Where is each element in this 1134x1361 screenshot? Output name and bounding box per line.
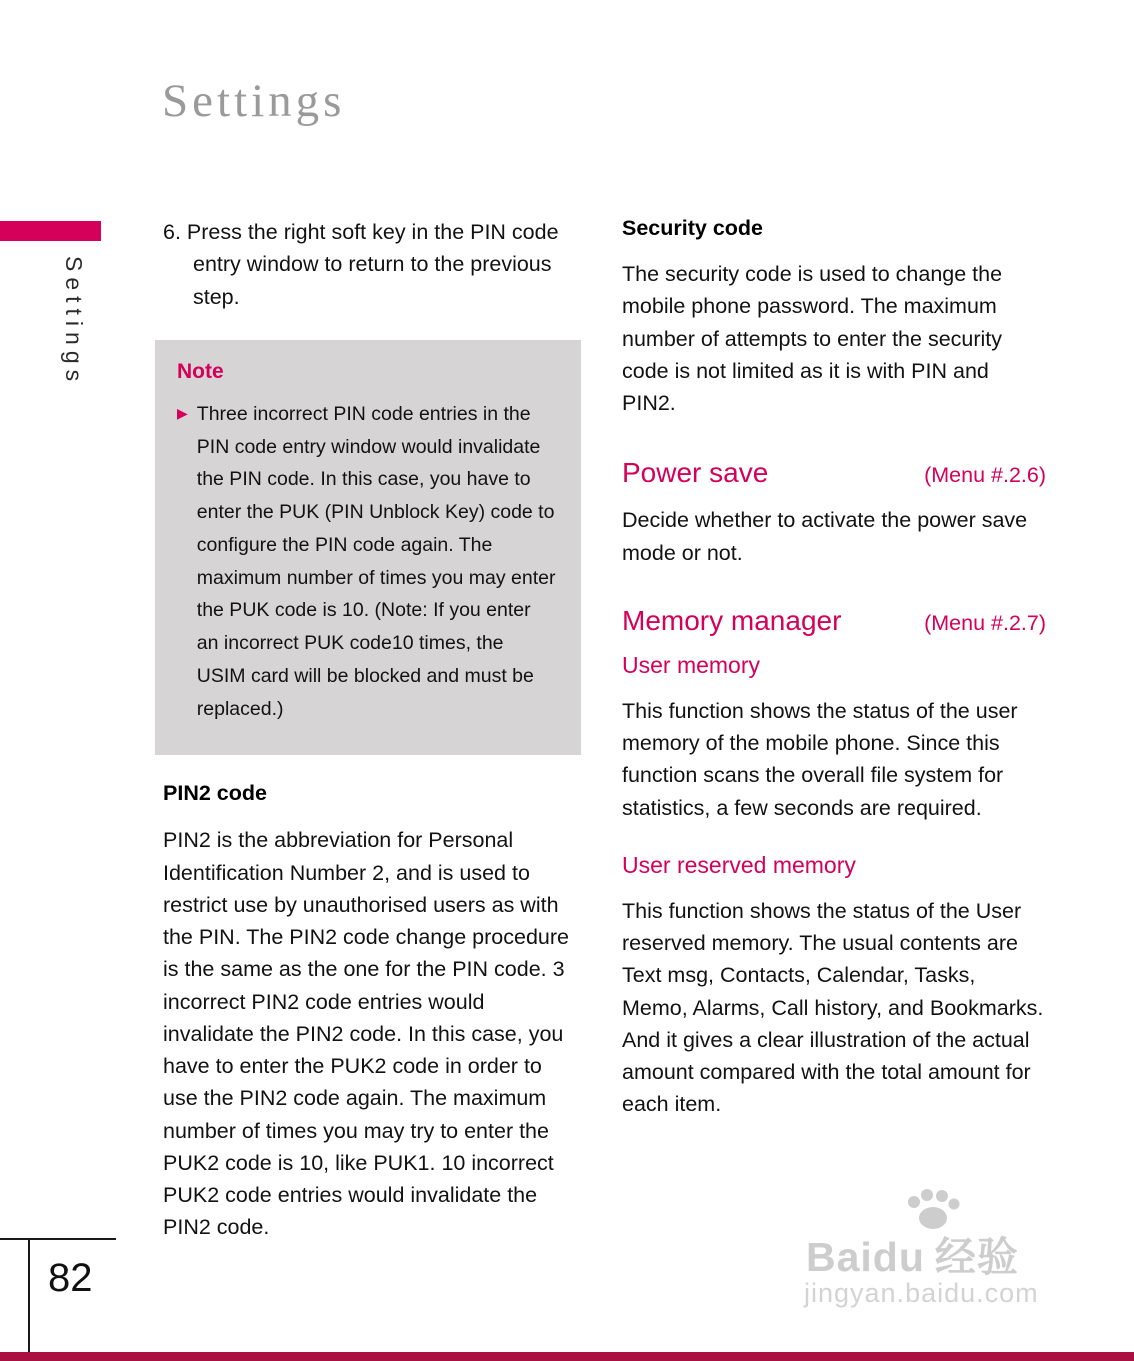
watermark-brand-text [806,1224,1019,1283]
step-6-paragraph: 6. Press the right soft key in the PIN code entry window to return to the previous step. [163,220,559,309]
memory-manager-menu-ref: (Menu #.2.7) [924,610,1046,635]
right-column [622,216,1046,1121]
security-code-heading: Security code [622,216,763,240]
note-bullet-item [177,398,557,726]
power-save-body: Decide whether to activate the power save mode or not. [622,508,1028,565]
pin2-code-body: PIN2 is the abbreviation for Personal Identification Number 2, and is used to restrict use by unauthorised users as with the PIN. The PIN2 code change procedure is the same as the one for the PIN code. 3 incorrect PIN2 code entries would invalidate the PIN2 code. In this case, you have to enter the PUK2 code in order to use the PIN2 code again. The maximum number of times you may try to enter the PUK2 code is 10, like PUK1. 10 incorrect PUK2 code entries would invalidate the PIN2 code. [163,828,569,1240]
memory-manager-heading: Memory manager [622,604,842,636]
note-text: Three incorrect PIN code entries in the PIN code entry window would invalidate the PIN code. In this case, you have to enter the PUK (PIN Unblock Key) code to configure the PIN code again. The maximum number of times you may enter the PUK code is 10. (Note: If you enter an incorrect PUK code10 times, the USIM card will be blocked and must be replaced.) [196,402,556,720]
security-code-body: The security code is used to change the mobile phone password. The maximum number of attempts to enter the security code is not limited as it is with PIN and PIN2. [622,262,1003,415]
page-number-horizontal-rule [0,1238,116,1240]
power-save-menu-ref: (Menu #.2.6) [924,463,1046,488]
user-reserved-memory-subheading: User reserved memory [622,851,856,878]
watermark-url: jingyan.baidu.com [804,1278,1039,1308]
page-title: Settings [162,75,346,127]
chapter-vertical-label: Settings [61,256,87,388]
user-reserved-memory-body: This function shows the status of the User reserved memory. The usual contents are Text msg, Contacts, Calendar, Tasks, Memo, Alarms, Call history, and Bookmarks. And it gives a clear illustration of the actual amount compared with the total amount for each item. [622,898,1044,1117]
note-box [155,340,581,756]
user-memory-subheading: User memory [622,651,761,678]
bottom-accent-bar [0,1352,1134,1361]
user-memory-body: This function shows the status of the user memory of the mobile phone. Since this function scans the overall file system for statistics, a few seconds are required. [622,698,1018,820]
watermark-brand-chinese: 经验 [934,1234,1019,1280]
chapter-accent-bar [0,221,101,241]
note-title: Note [177,359,224,383]
page-number-vertical-rule [28,1238,30,1352]
note-triangle-bullet-icon: ▶ [177,404,188,421]
power-save-heading: Power save [622,457,769,489]
page-number: 82 [48,1256,93,1300]
left-column [163,216,581,1244]
watermark-brand-latin: Baidu [806,1234,925,1280]
pin2-code-heading: PIN2 code [163,781,267,806]
memory-manager-heading-row [622,605,1046,637]
power-save-heading-row [622,457,1046,489]
